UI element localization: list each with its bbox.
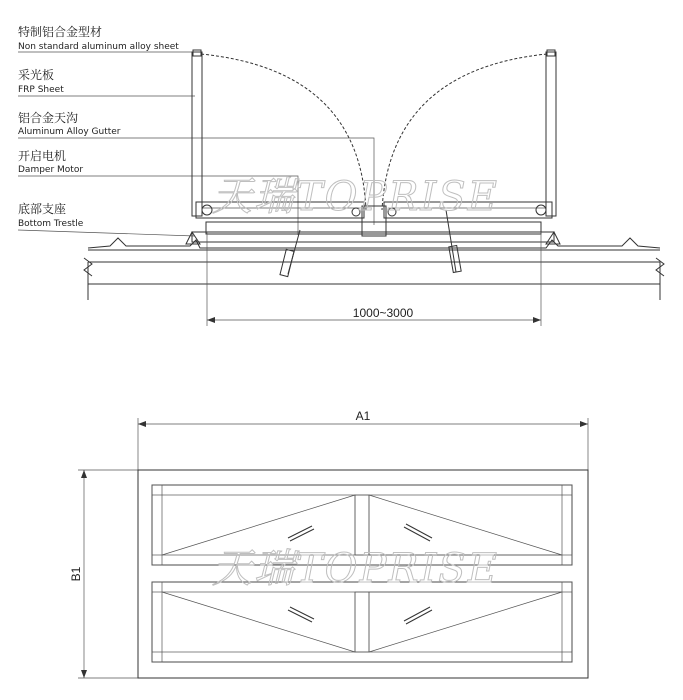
dim-b1-label: B1 [69, 566, 83, 582]
label-gutter-cn: 铝合金天沟 [18, 111, 79, 125]
left-motor [280, 249, 294, 276]
break-mark-right [656, 258, 664, 276]
break-mark-left [84, 258, 92, 276]
plan-view [69, 409, 588, 678]
label-motor-cn: 开启电机 [18, 149, 67, 163]
label-profile-en: Non standard aluminum alloy sheet [18, 42, 179, 52]
watermark-bottom: 天瑞TOPRISE [212, 546, 499, 592]
label-trestle-en: Bottom Trestle [18, 219, 84, 229]
upper-left-motor [288, 526, 314, 541]
left-hinge [202, 205, 212, 215]
leader-trestle [18, 230, 195, 236]
watermark-top: 天瑞TOPRISE [212, 174, 499, 220]
label-trestle-cn: 底部支座 [18, 202, 67, 216]
plan-lower-window [152, 582, 572, 662]
lower-left-motor [288, 607, 314, 622]
label-motor-en: Damper Motor [18, 165, 84, 175]
roof-sheet [88, 238, 660, 248]
dim-a1-label: A1 [355, 409, 371, 423]
lower-right-motor [404, 607, 432, 624]
label-gutter-en: Aluminum Alloy Gutter [18, 127, 121, 137]
label-frp-en: FRP Sheet [18, 85, 64, 95]
right-hinge [536, 205, 546, 215]
left-leaf-upright [192, 52, 202, 216]
label-frp-cn: 采光板 [18, 68, 55, 82]
right-leaf-upright [546, 52, 556, 216]
dim-width-label: 1000~3000 [352, 306, 414, 320]
upper-right-motor [404, 524, 432, 541]
label-profile-cn: 特制铝合金型材 [18, 25, 103, 39]
